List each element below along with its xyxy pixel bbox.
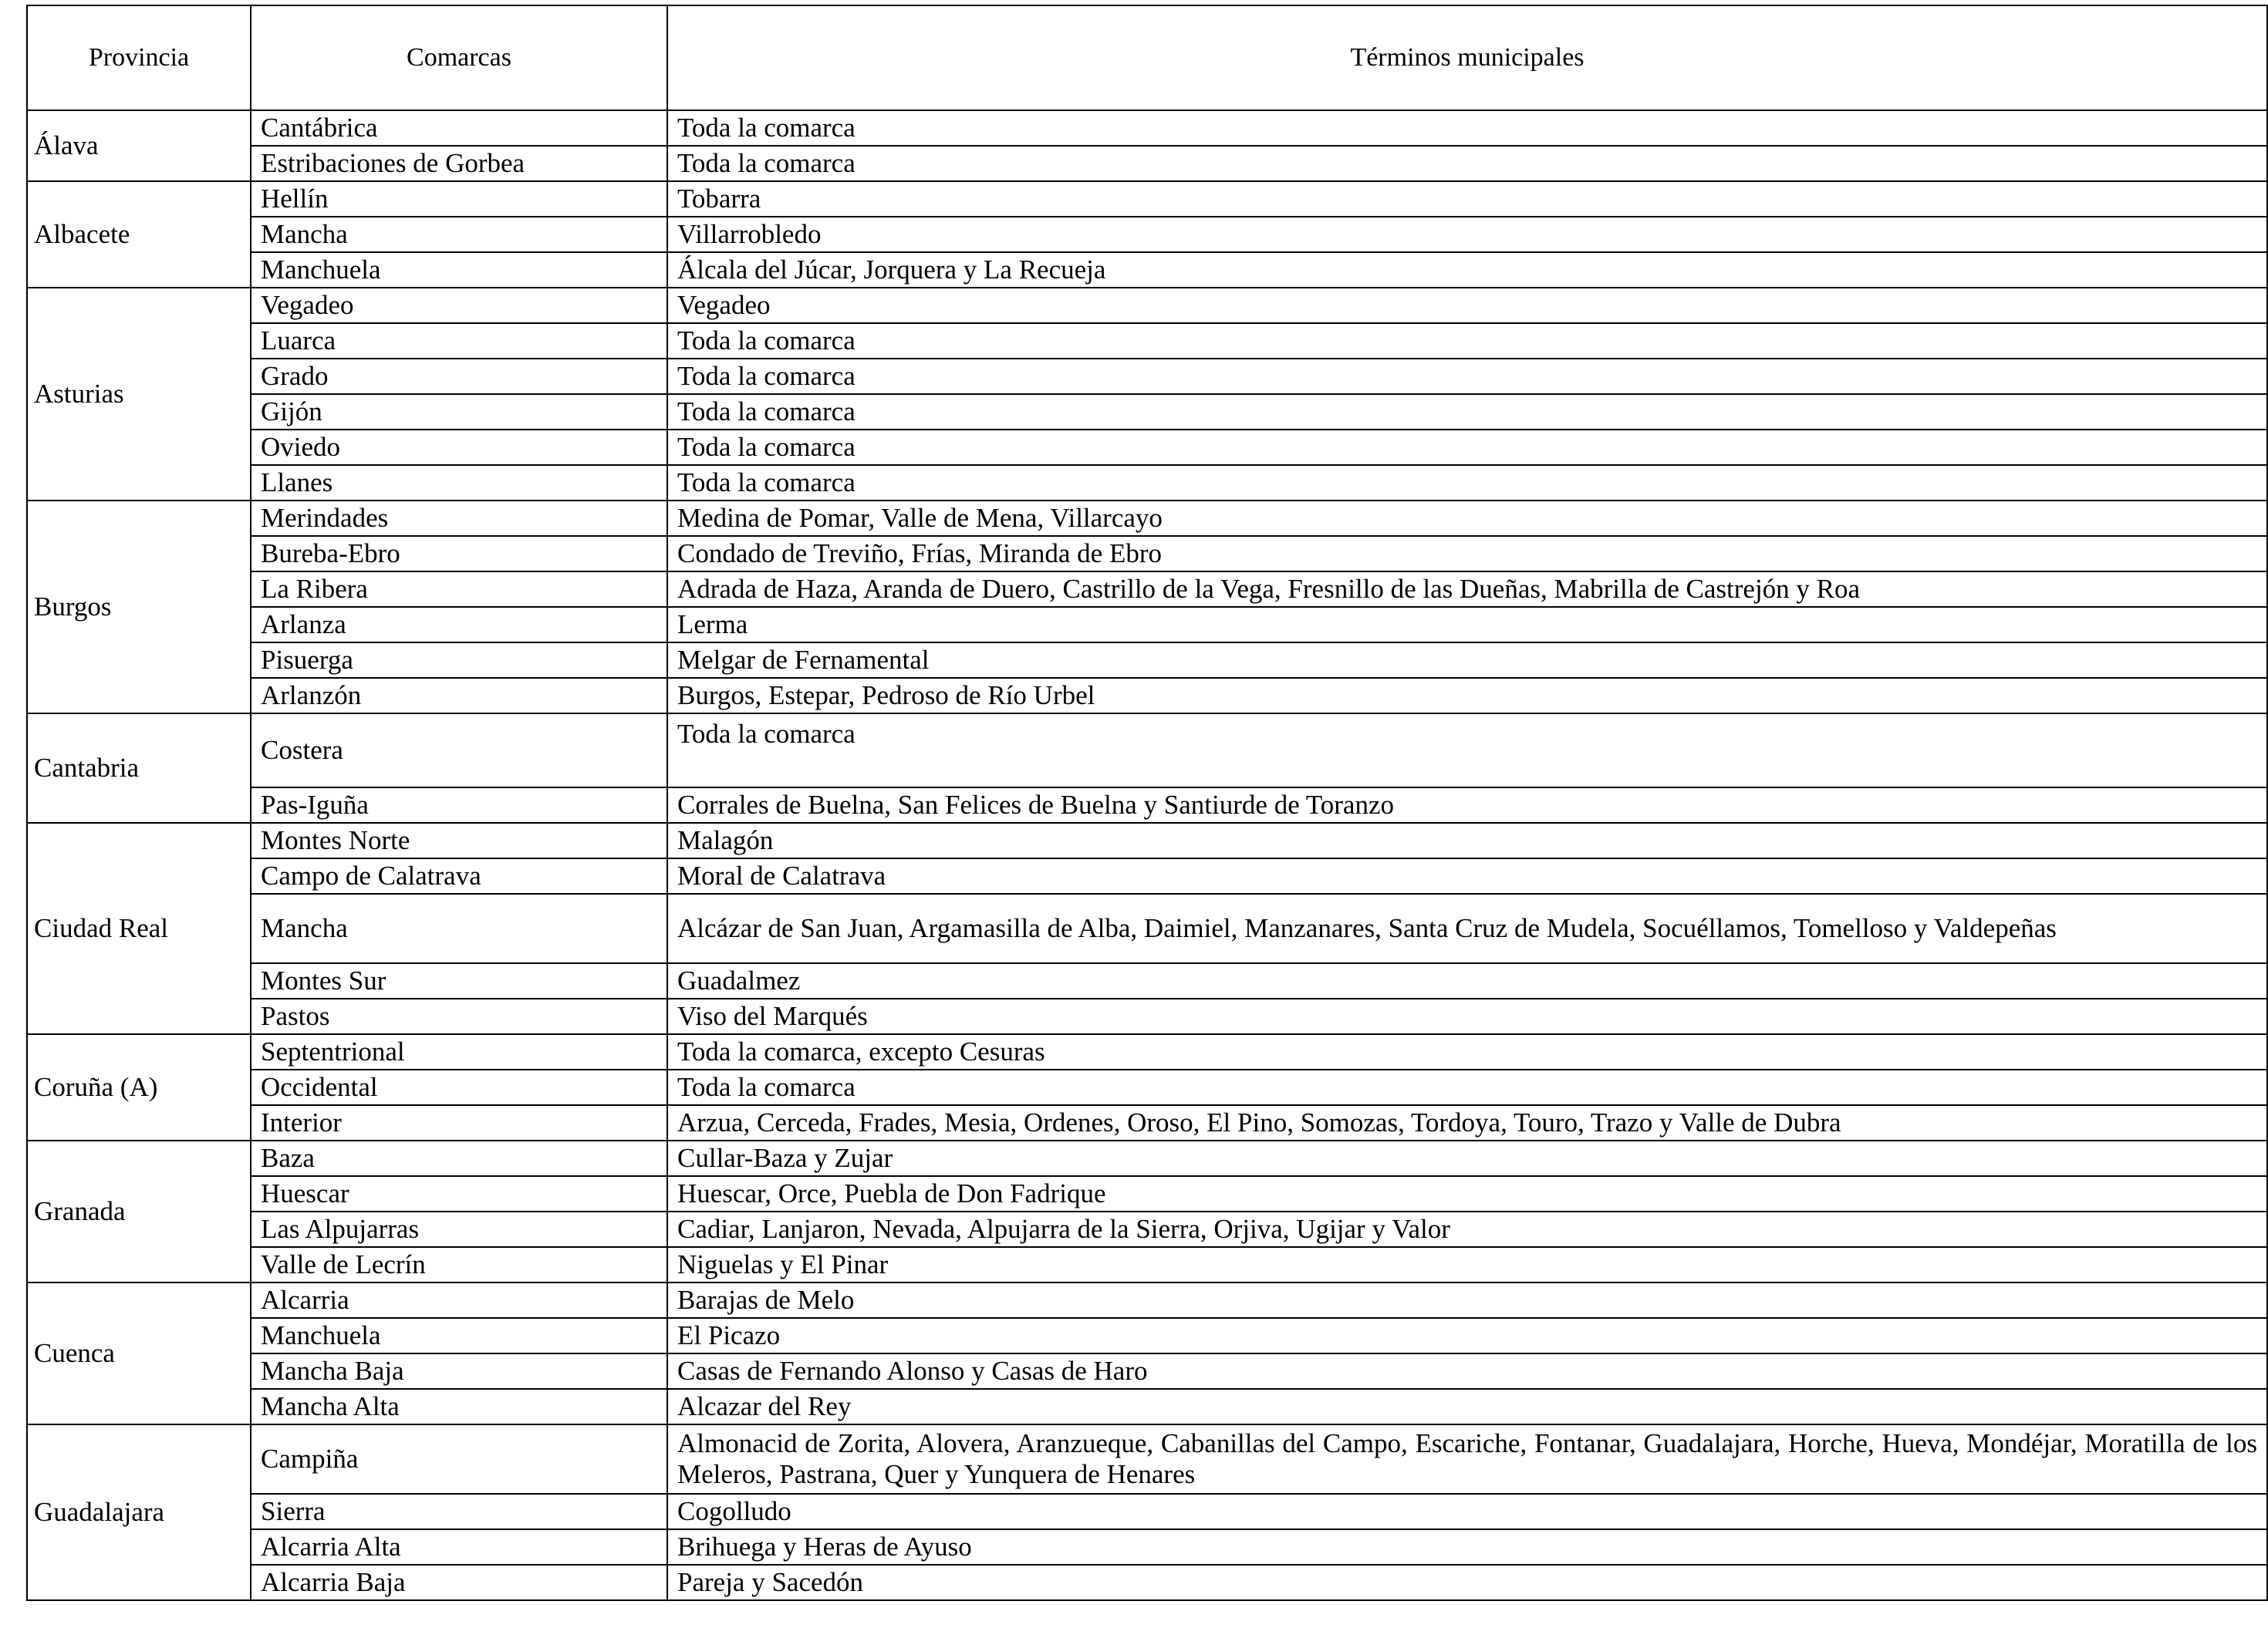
comarca-cell: Gijón <box>251 394 667 430</box>
comarca-cell: Pisuerga <box>251 642 667 678</box>
terminos-cell: Villarrobledo <box>667 217 2267 252</box>
terminos-cell: Alcázar de San Juan, Argamasilla de Alba, Daimiel, Manzanares, Santa Cruz de Mudela, Socuéllamos, Tomelloso y Valdepeñas <box>667 894 2267 963</box>
comarca-cell: Oviedo <box>251 430 667 465</box>
table-row <box>27 1424 2267 1494</box>
table-row <box>27 571 2267 607</box>
table-row <box>27 1247 2267 1283</box>
table-row <box>27 823 2267 858</box>
comarca-cell: Huescar <box>251 1176 667 1212</box>
comarca-cell: Vegadeo <box>251 288 667 323</box>
comarca-cell: Llanes <box>251 465 667 501</box>
comarca-cell: Las Alpujarras <box>251 1212 667 1247</box>
provincia-cell: Ciudad Real <box>27 823 251 1034</box>
terminos-cell: Toda la comarca, excepto Cesuras <box>667 1034 2267 1070</box>
table-row <box>27 1070 2267 1105</box>
table-row <box>27 1565 2267 1600</box>
comarca-cell: Mancha <box>251 217 667 252</box>
table-row <box>27 465 2267 501</box>
terminos-cell: El Picazo <box>667 1318 2267 1353</box>
terminos-cell: Toda la comarca <box>667 713 2267 787</box>
table-row <box>27 430 2267 465</box>
terminos-cell: Toda la comarca <box>667 1070 2267 1105</box>
terminos-cell: Corrales de Buelna, San Felices de Buelna y Santiurde de Toranzo <box>667 787 2267 823</box>
terminos-cell: Niguelas y El Pinar <box>667 1247 2267 1283</box>
table-row <box>27 1141 2267 1176</box>
comarca-cell: Mancha Alta <box>251 1389 667 1424</box>
comarca-cell: Montes Norte <box>251 823 667 858</box>
provincia-cell: Asturias <box>27 288 251 501</box>
table-row <box>27 146 2267 181</box>
table-row <box>27 1283 2267 1318</box>
table-row <box>27 1034 2267 1070</box>
terminos-cell: Brihuega y Heras de Ayuso <box>667 1529 2267 1565</box>
terminos-cell: Toda la comarca <box>667 146 2267 181</box>
terminos-cell: Cadiar, Lanjaron, Nevada, Alpujarra de la Sierra, Orjiva, Ugijar y Valor <box>667 1212 2267 1247</box>
terminos-cell: Huescar, Orce, Puebla de Don Fadrique <box>667 1176 2267 1212</box>
comarca-cell: Bureba-Ebro <box>251 536 667 571</box>
terminos-cell: Toda la comarca <box>667 465 2267 501</box>
comarca-cell: Alcarria Alta <box>251 1529 667 1565</box>
table-row <box>27 501 2267 536</box>
terminos-cell: Condado de Treviño, Frías, Miranda de Ebro <box>667 536 2267 571</box>
comarca-cell: Occidental <box>251 1070 667 1105</box>
comarca-cell: Hellín <box>251 181 667 217</box>
comarca-cell: Sierra <box>251 1494 667 1529</box>
comarca-cell: Interior <box>251 1105 667 1141</box>
terminos-cell: Toda la comarca <box>667 359 2267 394</box>
document-page <box>26 5 2266 1601</box>
provincia-cell: Álava <box>27 110 251 181</box>
comarca-cell: Cantábrica <box>251 110 667 146</box>
table-row <box>27 252 2267 288</box>
comarca-cell: Alcarria Baja <box>251 1565 667 1600</box>
comarca-cell: Pas-Iguña <box>251 787 667 823</box>
table-row <box>27 1389 2267 1424</box>
table-row <box>27 323 2267 359</box>
comarca-cell: Manchuela <box>251 1318 667 1353</box>
comarca-cell: Campo de Calatrava <box>251 858 667 894</box>
terminos-cell: Álcala del Júcar, Jorquera y La Recueja <box>667 252 2267 288</box>
provincia-cell: Albacete <box>27 181 251 288</box>
table-row <box>27 1529 2267 1565</box>
municipal-terms-table <box>26 5 2268 1601</box>
header-terminos: Términos municipales <box>667 5 2267 110</box>
table-header-row <box>27 5 2267 110</box>
terminos-cell: Barajas de Melo <box>667 1283 2267 1318</box>
table-row <box>27 1318 2267 1353</box>
provincia-cell: Burgos <box>27 501 251 713</box>
table-row <box>27 288 2267 323</box>
comarca-cell: Merindades <box>251 501 667 536</box>
terminos-cell: Toda la comarca <box>667 394 2267 430</box>
terminos-cell: Almonacid de Zorita, Alovera, Aranzueque, Cabanillas del Campo, Escariche, Fontanar, Guadalajara, Horche, Hueva, Mondéjar, Moratilla de los Meleros, Pastrana, Quer y Yunquera de Henares <box>667 1424 2267 1494</box>
table-row <box>27 1353 2267 1389</box>
comarca-cell: Campiña <box>251 1424 667 1494</box>
comarca-cell: Montes Sur <box>251 963 667 999</box>
comarca-cell: Luarca <box>251 323 667 359</box>
comarca-cell: Valle de Lecrín <box>251 1247 667 1283</box>
table-row <box>27 536 2267 571</box>
provincia-cell: Guadalajara <box>27 1424 251 1600</box>
provincia-cell: Coruña (A) <box>27 1034 251 1141</box>
terminos-cell: Cogolludo <box>667 1494 2267 1529</box>
header-comarcas: Comarcas <box>251 5 667 110</box>
terminos-cell: Toda la comarca <box>667 430 2267 465</box>
terminos-cell: Melgar de Fernamental <box>667 642 2267 678</box>
table-row <box>27 894 2267 963</box>
terminos-cell: Malagón <box>667 823 2267 858</box>
table-row <box>27 181 2267 217</box>
comarca-cell: Mancha Baja <box>251 1353 667 1389</box>
table-row <box>27 1105 2267 1141</box>
table-row <box>27 1494 2267 1529</box>
terminos-cell: Tobarra <box>667 181 2267 217</box>
terminos-cell: Toda la comarca <box>667 110 2267 146</box>
terminos-cell: Cullar-Baza y Zujar <box>667 1141 2267 1176</box>
comarca-cell: Mancha <box>251 894 667 963</box>
header-provincia: Provincia <box>27 5 251 110</box>
terminos-cell: Vegadeo <box>667 288 2267 323</box>
terminos-cell: Burgos, Estepar, Pedroso de Río Urbel <box>667 678 2267 713</box>
provincia-cell: Cantabria <box>27 713 251 823</box>
table-row <box>27 787 2267 823</box>
comarca-cell: La Ribera <box>251 571 667 607</box>
table-row <box>27 678 2267 713</box>
table-row <box>27 110 2267 146</box>
table-row <box>27 999 2267 1034</box>
table-row <box>27 217 2267 252</box>
table-row <box>27 394 2267 430</box>
comarca-cell: Pastos <box>251 999 667 1034</box>
terminos-cell: Moral de Calatrava <box>667 858 2267 894</box>
provincia-cell: Cuenca <box>27 1283 251 1424</box>
terminos-cell: Casas de Fernando Alonso y Casas de Haro <box>667 1353 2267 1389</box>
comarca-cell: Estribaciones de Gorbea <box>251 146 667 181</box>
comarca-cell: Arlanza <box>251 607 667 642</box>
terminos-cell: Pareja y Sacedón <box>667 1565 2267 1600</box>
terminos-cell: Toda la comarca <box>667 323 2267 359</box>
table-row <box>27 1176 2267 1212</box>
comarca-cell: Grado <box>251 359 667 394</box>
comarca-cell: Septentrional <box>251 1034 667 1070</box>
terminos-cell: Lerma <box>667 607 2267 642</box>
table-row <box>27 607 2267 642</box>
terminos-cell: Adrada de Haza, Aranda de Duero, Castrillo de la Vega, Fresnillo de las Dueñas, Mabrilla de Castrejón y Roa <box>667 571 2267 607</box>
provincia-cell: Granada <box>27 1141 251 1283</box>
terminos-cell: Guadalmez <box>667 963 2267 999</box>
table-row <box>27 713 2267 787</box>
terminos-cell: Arzua, Cerceda, Frades, Mesia, Ordenes, Oroso, El Pino, Somozas, Tordoya, Touro, Trazo y Valle de Dubra <box>667 1105 2267 1141</box>
comarca-cell: Manchuela <box>251 252 667 288</box>
terminos-cell: Viso del Marqués <box>667 999 2267 1034</box>
table-row <box>27 1212 2267 1247</box>
comarca-cell: Costera <box>251 713 667 787</box>
table-row <box>27 858 2267 894</box>
comarca-cell: Alcarria <box>251 1283 667 1318</box>
comarca-cell: Arlanzón <box>251 678 667 713</box>
terminos-cell: Alcazar del Rey <box>667 1389 2267 1424</box>
comarca-cell: Baza <box>251 1141 667 1176</box>
table-row <box>27 642 2267 678</box>
terminos-cell: Medina de Pomar, Valle de Mena, Villarcayo <box>667 501 2267 536</box>
table-row <box>27 963 2267 999</box>
table-row <box>27 359 2267 394</box>
